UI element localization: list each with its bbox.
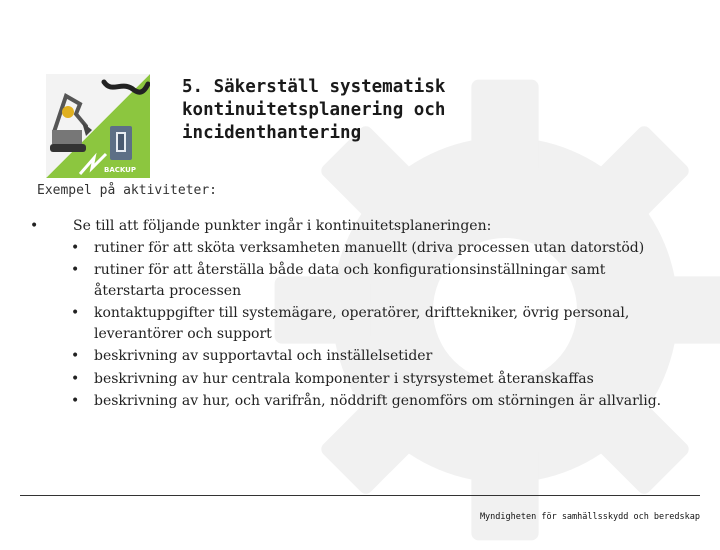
list-item [30,260,680,301]
sub-bullet-text: rutiner för att sköta verksamheten manuellt (driva processen utan datorstöd) [94,239,645,256]
bullet-icon: • [71,393,80,409]
footer-organization: Myndigheten för samhällsskydd och beredskap [479,512,700,522]
list-item [30,346,680,367]
activity-list [30,216,680,414]
footer-divider [20,495,700,496]
slide-title: 5. Säkerställ systematisk kontinuitetsplanering och incidenthantering [182,77,446,143]
list-item [30,238,680,259]
bullet-icon: • [71,348,80,364]
bullet-icon: • [30,218,39,234]
sub-bullet-text: rutiner för att återställa både data och konfigurationsinställningar samt återstarta processen [94,262,606,299]
list-item [30,391,680,412]
bullet-icon: • [71,262,80,278]
sub-bullet-text: beskrivning av supportavtal och inställelsetider [94,348,433,364]
activities-heading: Exempel på aktiviteter: [37,183,218,198]
list-item [30,369,680,390]
backup-logo-icon [46,74,150,178]
bullet-icon: • [71,305,80,321]
backup-label: BACKUP [103,166,137,174]
main-bullet [30,216,680,237]
main-bullet-text: Se till att följande punkter ingår i kontinuitetsplaneringen: [73,218,492,234]
sub-bullet-text: beskrivning av hur, och varifrån, nöddrift genomförs om störningen är allvarlig. [94,393,662,409]
list-item [30,303,680,344]
bullet-icon: • [71,239,80,256]
sub-bullet-list [30,238,680,412]
bullet-icon: • [71,370,80,387]
sub-bullet-text: kontaktuppgifter till systemägare, operatörer, drifttekniker, övrig personal, leverantörer och support [94,305,630,342]
sub-bullet-text: beskrivning av hur centrala komponenter i styrsystemet återanskaffas [94,370,594,387]
